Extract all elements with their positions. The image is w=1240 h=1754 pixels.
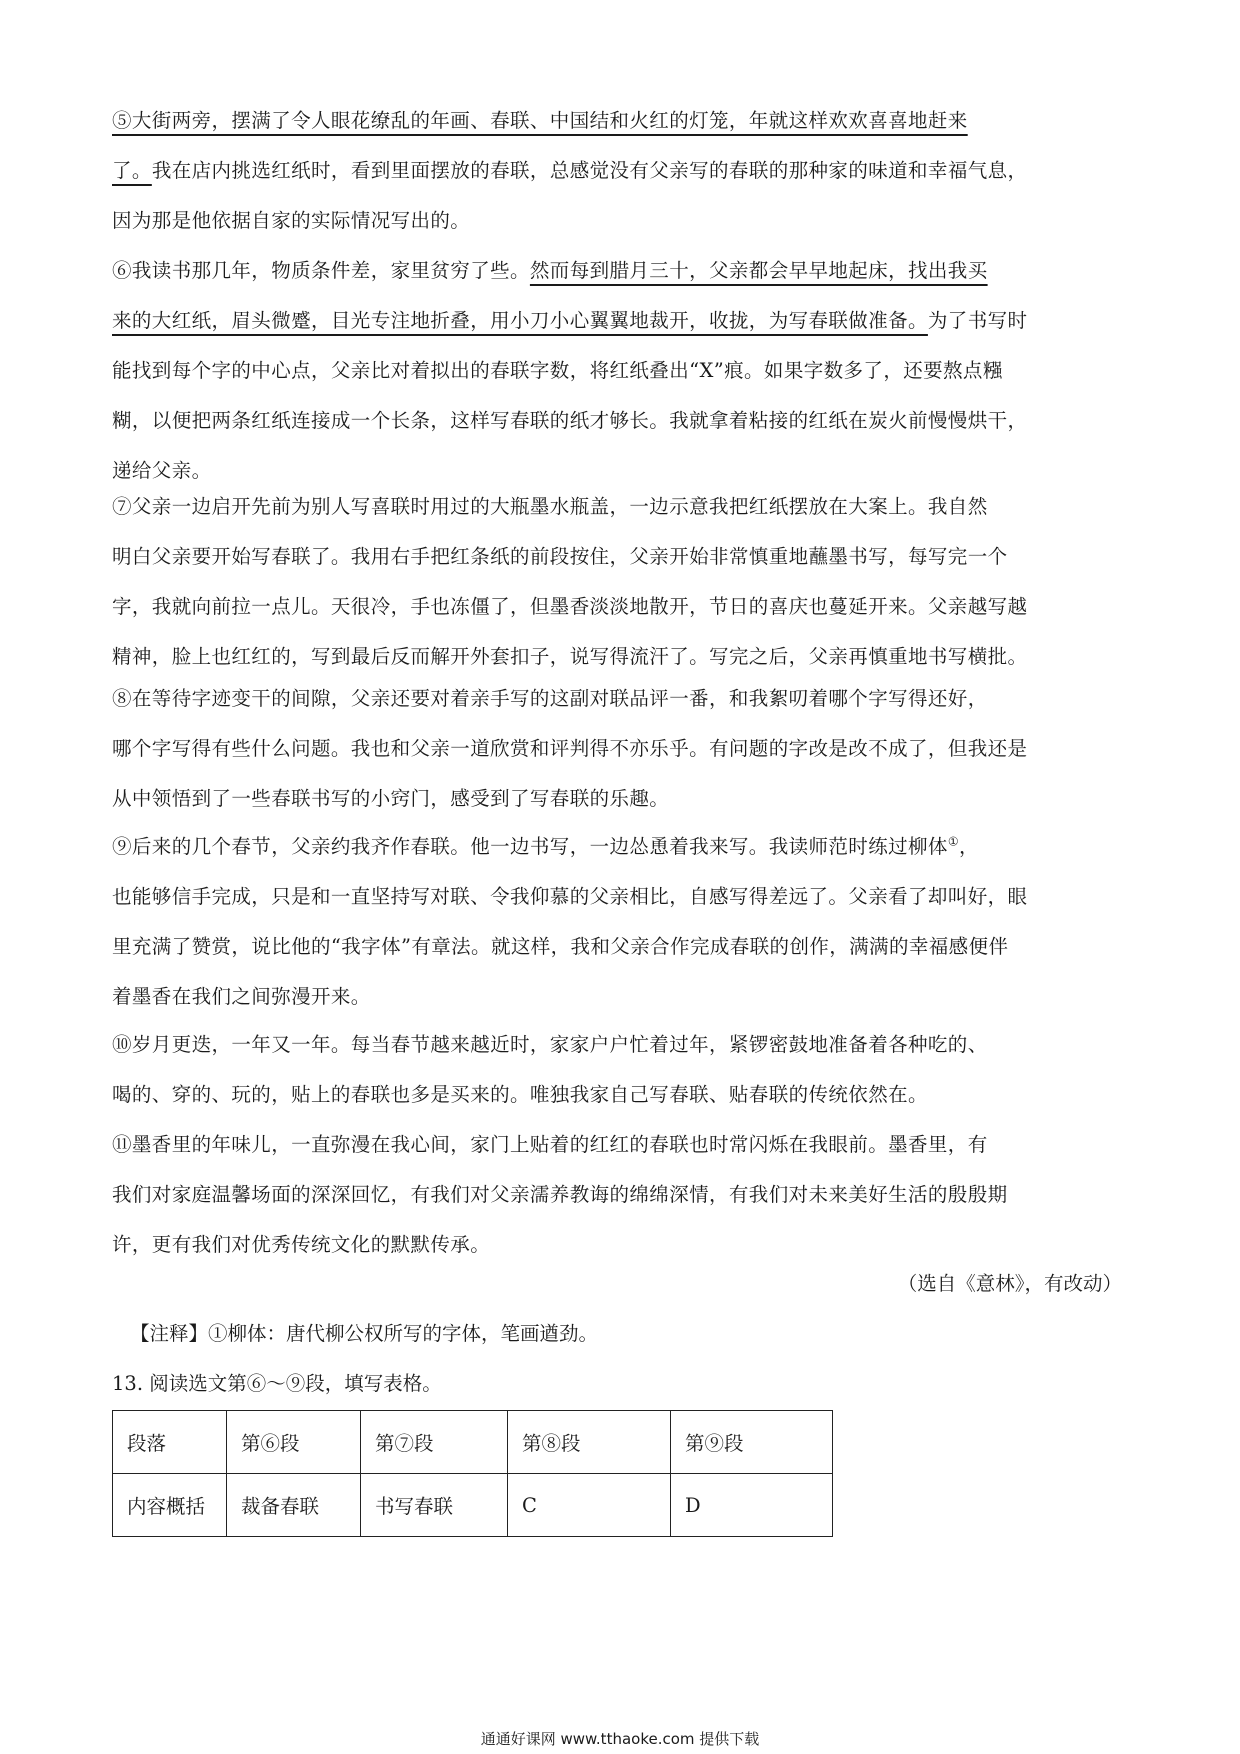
p5-line-1: ⑤大街两旁，摆满了令人眼花缭乱的年画、春联、中国结和火红的灯笼，年就这样欢欢喜喜地赶来	[112, 109, 968, 132]
table-cell: 段落	[113, 1411, 227, 1474]
p7-line-3: 字，我就向前拉一点儿。天很冷，手也冻僵了，但墨香淡淡地散开，节日的喜庆也蔓延开来。父亲越写越	[112, 595, 1028, 618]
answer-cell-c[interactable]: C	[508, 1474, 671, 1537]
paragraph-8	[112, 674, 1122, 824]
summary-table	[112, 1410, 833, 1537]
answer-cell-d[interactable]: D	[671, 1474, 833, 1537]
paragraph-10	[112, 1020, 1122, 1120]
table-header-row	[113, 1411, 833, 1474]
p7-line-1: ⑦父亲一边启开先前为别人写喜联时用过的大瓶墨水瓶盖，一边示意我把红纸摆放在大案上。我自然	[112, 495, 988, 518]
p9-line-1-end: ，	[958, 835, 979, 858]
p11-line-2: 我们对家庭温馨场面的深深回忆，有我们对父亲濡养教诲的绵绵深情，有我们对未来美好生活的殷殷期	[112, 1183, 1008, 1206]
paragraph-11	[112, 1120, 1122, 1270]
p7-line-2: 明白父亲要开始写春联了。我用右手把红条纸的前段按住，父亲开始非常慎重地蘸墨书写，每写完一个	[112, 545, 1008, 568]
question-13: 13. 阅读选文第⑥～⑨段，填写表格。	[112, 1372, 442, 1395]
annotation-note: 【注释】①柳体：唐代柳公权所写的字体，笔画遒劲。	[130, 1322, 599, 1345]
p6-line-2-underlined: 来的大红纸，眉头微蹙，目光专注地折叠，用小刀小心翼翼地裁开，收拢，为写春联做准备。	[112, 309, 928, 332]
p8-line-1: ⑧在等待字迹变干的间隙，父亲还要对着亲手写的这副对联品评一番，和我絮叨着哪个字写得还好，	[112, 687, 988, 710]
p6-line-3: 能找到每个字的中心点，父亲比对着拟出的春联字数，将红纸叠出“X”痕。如果字数多了，还要熬点糨	[112, 359, 1003, 382]
p11-line-3: 许，更有我们对优秀传统文化的默默传承。	[112, 1233, 491, 1256]
p9-line-3: 里充满了赞赏，说比他的“我字体”有章法。就这样，我和父亲合作完成春联的创作，满满的幸福感便伴	[112, 935, 1009, 958]
download-footer: 通通好课网 www.tthaoke.com 提供下载	[480, 1730, 760, 1748]
p5-line-3: 因为那是他依据自家的实际情况写出的。	[112, 209, 471, 232]
p10-line-2: 喝的、穿的、玩的，贴上的春联也多是买来的。唯独我家自己写春联、贴春联的传统依然在。	[112, 1083, 928, 1106]
p5-line-2: 我在店内挑选红纸时，看到里面摆放的春联，总感觉没有父亲写的春联的那种家的味道和幸福气息，	[151, 159, 1028, 182]
p8-line-3: 从中领悟到了一些春联书写的小窍门，感受到了写春联的乐趣。	[112, 787, 670, 810]
p7-line-4: 精神，脸上也红红的，写到最后反而解开外套扣子，说写得流汗了。写完之后，父亲再慎重地书写横批。	[112, 645, 1028, 668]
paragraph-6	[112, 246, 1122, 496]
p8-line-2: 哪个字写得有些什么问题。我也和父亲一道欣赏和评判得不亦乐乎。有问题的字改是改不成了，但我还是	[112, 737, 1028, 760]
table-row	[113, 1474, 833, 1537]
p9-line-1: ⑨后来的几个春节，父亲约我齐作春联。他一边书写，一边怂恿着我来写。我读师范时练过柳体	[112, 835, 948, 858]
table-cell: 第⑦段	[361, 1411, 508, 1474]
table-cell: 书写春联	[361, 1474, 508, 1537]
table-cell: 第⑨段	[671, 1411, 833, 1474]
p5-line-2-underlined: 了。	[112, 159, 152, 182]
footnote-marker: ①	[947, 834, 959, 849]
source-citation: （选自《意林》，有改动）	[897, 1272, 1122, 1295]
paragraph-9	[112, 822, 1122, 1022]
p6-line-4: 糊，以便把两条红纸连接成一个长条，这样写春联的纸才够长。我就拿着粘接的红纸在炭火前慢慢烘干，	[112, 409, 1028, 432]
p6-line-2: 为了书写时	[927, 309, 1028, 332]
paragraph-5	[112, 96, 1122, 246]
p6-line-1-underlined: 然而每到腊月三十，父亲都会早早地起床，找出我买	[529, 259, 988, 282]
table-cell: 第⑥段	[227, 1411, 361, 1474]
table-cell: 第⑧段	[508, 1411, 671, 1474]
table-cell: 内容概括	[113, 1474, 227, 1537]
p6-line-1: ⑥我读书那几年，物质条件差，家里贫穷了些。	[112, 259, 530, 282]
p9-line-2: 也能够信手完成，只是和一直坚持写对联、令我仰慕的父亲相比，自感写得差远了。父亲看了却叫好，眼	[112, 885, 1028, 908]
table-cell: 裁备春联	[227, 1474, 361, 1537]
p10-line-1: ⑩岁月更迭，一年又一年。每当春节越来越近时，家家户户忙着过年，紧锣密鼓地准备着各种吃的、	[112, 1033, 988, 1056]
paragraph-7	[112, 482, 1122, 682]
p6-line-5: 递给父亲。	[112, 459, 212, 482]
p11-line-1: ⑪墨香里的年味儿，一直弥漫在我心间，家门上贴着的红红的春联也时常闪烁在我眼前。墨香里，有	[112, 1133, 988, 1156]
p9-line-4: 着墨香在我们之间弥漫开来。	[112, 985, 371, 1008]
